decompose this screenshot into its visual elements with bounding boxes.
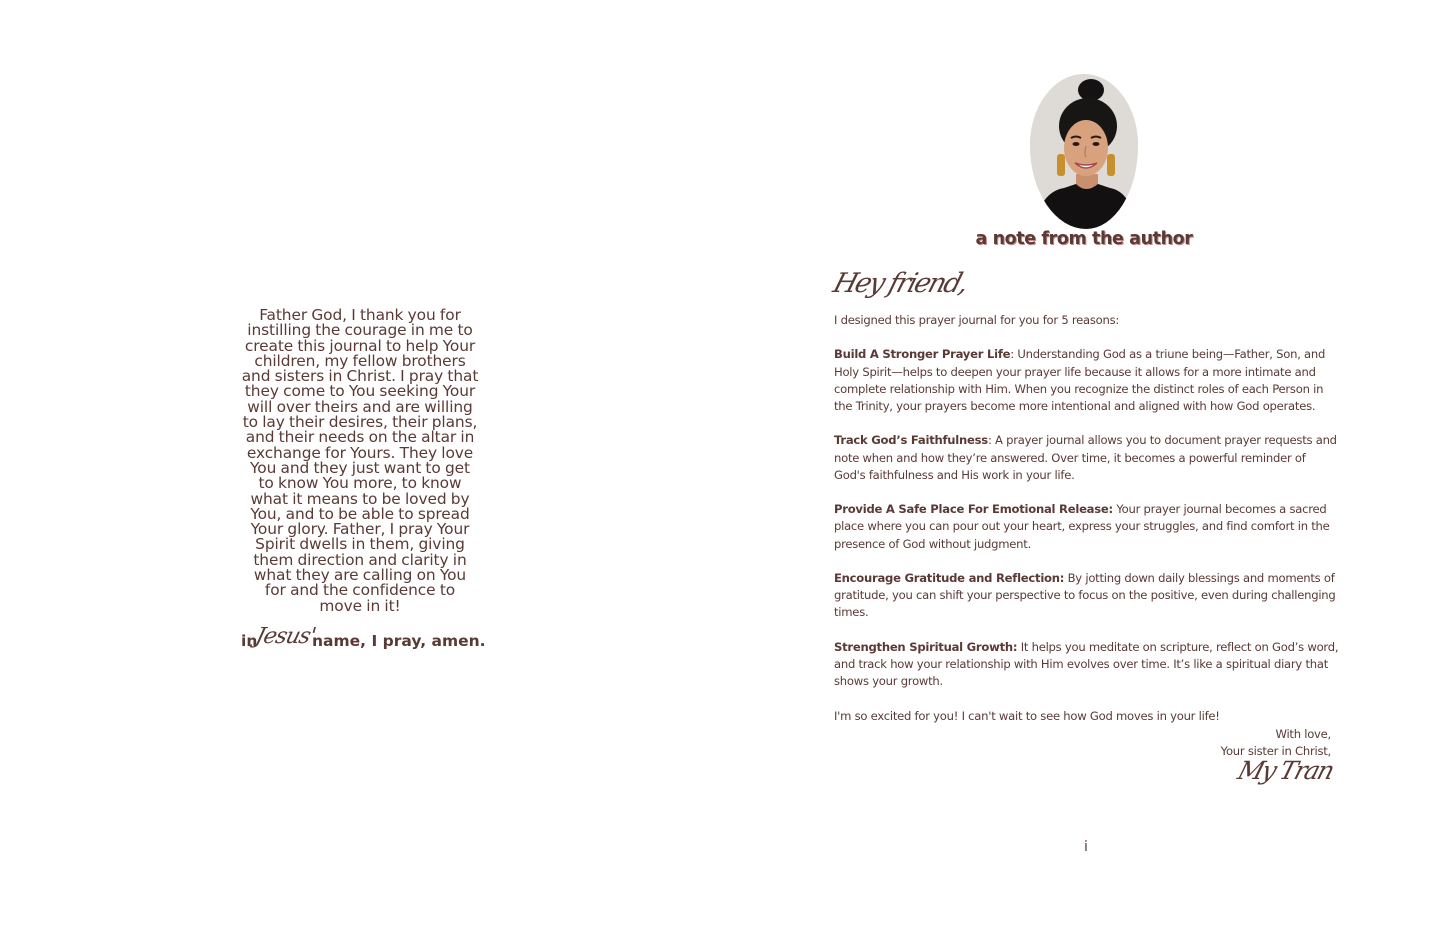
reason-title: Provide A Safe Place For Emotional Release: <box>834 502 1113 517</box>
author-portrait-illustration <box>1030 74 1138 229</box>
letter-line: God's faithfulness and His work in your life. <box>834 467 1075 482</box>
letter-line: times. <box>834 605 869 620</box>
letter-line <box>834 501 1334 518</box>
prayer-line: to lay their desires, their plans, <box>242 413 478 432</box>
letter-line: the Trinity, your prayers become more intentional and aligned with how God operates. <box>834 399 1316 413</box>
letter-line <box>834 639 1339 656</box>
reason-text: Understanding God as a triune being—Father, Son, and <box>1013 347 1326 362</box>
prayer-text <box>236 308 484 614</box>
reason-title: Build A Stronger Prayer Life <box>834 347 1011 362</box>
reason-text: It helps you meditate on scripture, reflect on God’s word, <box>1017 639 1339 654</box>
author-letter <box>834 312 1339 725</box>
author-portrait-icon <box>1030 74 1138 229</box>
reason-title: Encourage Gratitude and Reflection: <box>834 570 1065 585</box>
prayer-line: You, and to be able to spread <box>250 504 470 523</box>
letter-line <box>834 346 1334 363</box>
reason-paragraph <box>834 570 1334 622</box>
letter-line: I designed this prayer journal for you for 5 reasons: <box>834 313 1120 327</box>
letter-intro <box>834 312 1334 329</box>
reason-separator: : <box>987 433 992 448</box>
prayer-line: they come to You seeking Your <box>244 382 476 401</box>
left-page <box>0 0 722 925</box>
letter-line: I'm so excited for you! I can't wait to see how God moves in your life! <box>834 708 1220 723</box>
prayer-line: and their needs on the altar in <box>245 428 475 447</box>
prayer-line: what they are calling on You <box>253 566 467 585</box>
prayer-line: children, my fellow brothers <box>254 351 466 370</box>
prayer-line: Your glory. Father, I pray Your <box>250 520 470 539</box>
page-number: i <box>1084 839 1088 855</box>
letter-line <box>834 570 1334 587</box>
prayer-line: and sisters in Christ. I pray that <box>241 367 479 386</box>
author-signature: My Tran <box>1234 756 1337 785</box>
reason-paragraph <box>834 346 1334 415</box>
closing-prefix: in <box>241 632 258 650</box>
prayer-closing <box>241 624 486 658</box>
prayer-line: Father God, I thank you for <box>259 306 461 324</box>
note-heading: a note from the author <box>975 229 1193 249</box>
reason-paragraph <box>834 501 1334 553</box>
prayer-line: will over theirs and are willing <box>247 397 473 416</box>
prayer-line: instilling the courage in me to <box>247 321 473 340</box>
reason-text: A prayer journal allows you to document prayer requests and <box>991 433 1337 448</box>
letter-line: Holy Spirit—helps to deepen your prayer life because it allows for a more intimate and <box>834 364 1316 379</box>
letter-line: complete relationship with Him. When you recognize the distinct roles of each Person in <box>834 381 1324 396</box>
prayer-line: them direction and clarity in <box>253 550 467 569</box>
letter-line: place where you can pour out your heart, express your struggles, and find comfort in the <box>834 519 1330 534</box>
letter-line <box>834 432 1337 449</box>
signoff-line: With love, <box>1275 727 1331 741</box>
reason-separator: : <box>1010 347 1014 362</box>
letter-closing-line <box>834 708 1334 725</box>
greeting: Hey friend, <box>829 268 971 299</box>
letter-line: presence of God without judgment. <box>834 536 1032 551</box>
reason-title: Strengthen Spiritual Growth: <box>834 639 1018 654</box>
prayer-line: move in it! <box>319 596 401 615</box>
closing-script-name: Jesus' <box>252 624 318 649</box>
letter-line: and track how your relationship with Him evolves over time. It’s like a spiritual diary that <box>834 656 1328 671</box>
prayer-line: exchange for Yours. They love <box>246 443 474 462</box>
letter-line: gratitude, you can shift your perspective to focus on the positive, even during challenging <box>834 588 1336 603</box>
right-page <box>722 0 1445 925</box>
reason-title: Track God’s Faithfulness <box>834 433 988 448</box>
reason-paragraph <box>834 639 1339 691</box>
prayer-line: what it means to be loved by <box>250 489 470 508</box>
prayer-line: for and the confidence to <box>264 581 456 600</box>
reason-text: Your prayer journal becomes a sacred <box>1112 502 1327 517</box>
prayer-line: create this journal to help Your <box>244 336 476 355</box>
closing-suffix: name, I pray, amen. <box>312 632 486 650</box>
signoff-line: Your sister in Christ, <box>1220 744 1331 759</box>
prayer-line: to know You more, to know <box>258 474 462 493</box>
reason-paragraph <box>834 432 1337 484</box>
prayer-line: You and they just want to get <box>250 458 470 477</box>
letter-line: shows your growth. <box>834 674 943 689</box>
letter-line: note when and how they’re answered. Over time, it becomes a powerful reminder of <box>834 450 1306 465</box>
prayer-line: Spirit dwells in them, giving <box>255 535 465 554</box>
reason-text: By jotting down daily blessings and moments of <box>1064 570 1335 585</box>
